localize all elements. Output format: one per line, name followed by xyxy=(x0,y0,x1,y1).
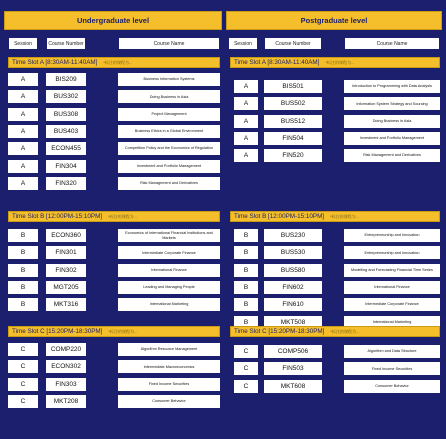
session-cell: A xyxy=(8,108,38,121)
course-name-cell: Information System Strategy and Sourcing xyxy=(344,97,440,110)
session-cell: A xyxy=(8,90,38,103)
course-row xyxy=(226,229,442,242)
course-row xyxy=(4,73,222,86)
course-row xyxy=(226,97,442,110)
course-number-cell: BUS530 xyxy=(264,246,322,259)
course-name-cell: Entrepreneurship and Innovation xyxy=(344,229,440,242)
course-number-header: Course Number xyxy=(46,37,86,50)
course-number-cell: BIS501 xyxy=(264,80,322,93)
course-number-cell: ECON302 xyxy=(46,360,86,373)
course-number-cell: FIN503 xyxy=(264,362,322,375)
course-name-cell: International Finance xyxy=(344,281,440,294)
course-row xyxy=(4,108,222,121)
undergraduate-level-title: Undergraduate level xyxy=(4,11,222,30)
course-row xyxy=(226,281,442,294)
course-row xyxy=(4,90,222,103)
course-row xyxy=(4,264,222,277)
course-number-cell: MKT316 xyxy=(46,298,86,311)
session-cell: B xyxy=(234,246,258,259)
course-row xyxy=(226,246,442,259)
session-cell: C xyxy=(8,395,38,408)
course-number-cell: MKT508 xyxy=(264,316,322,329)
session-cell: A xyxy=(8,160,38,173)
session-cell: C xyxy=(8,343,38,356)
session-cell: B xyxy=(8,229,38,242)
time-slot-label: Time Slot C [15:20PM-18:30PM] xyxy=(234,328,325,335)
course-name-cell: Intermediate Macroeconomics xyxy=(118,360,220,373)
course-row xyxy=(4,160,222,173)
time-slot-note: *标注的课程为... xyxy=(330,328,360,334)
course-name-cell: Risk Management and Derivatives xyxy=(118,177,220,190)
session-header: Session xyxy=(228,37,258,50)
course-row xyxy=(226,149,442,162)
course-name-cell: Business Information Systems xyxy=(118,73,220,86)
course-number-cell: FIN303 xyxy=(46,378,86,391)
session-cell: A xyxy=(234,132,258,145)
course-number-cell: MKT608 xyxy=(264,380,322,393)
course-row xyxy=(4,378,222,391)
course-name-cell: Fixed Income Securities xyxy=(344,362,440,375)
session-cell: C xyxy=(8,378,38,391)
session-cell: A xyxy=(8,142,38,155)
course-row xyxy=(4,246,222,259)
time-slot-label: Time Slot A [8:30AM-11:40AM] xyxy=(12,59,98,66)
course-number-cell: MKT208 xyxy=(46,395,86,408)
course-number-cell: FIN301 xyxy=(46,246,86,259)
course-row xyxy=(226,362,442,375)
time-slot-bar xyxy=(230,57,440,68)
course-name-cell: Modelling and Forecasting Financial Time Series xyxy=(344,264,440,277)
time-slot-note: *标注的课程为... xyxy=(108,213,137,219)
course-number-cell: BUS512 xyxy=(264,115,322,128)
course-row xyxy=(4,281,222,294)
course-row xyxy=(4,360,222,373)
course-number-cell: FIN320 xyxy=(46,177,86,190)
course-name-cell: Doing Business in Asia xyxy=(118,90,220,103)
course-number-cell: FIN504 xyxy=(264,132,322,145)
time-slot-label: Time Slot C [15:20PM-18:30PM] xyxy=(12,328,103,335)
course-name-cell: Entrepreneurship and Innovation xyxy=(344,246,440,259)
course-number-cell: FIN302 xyxy=(46,264,86,277)
course-number-cell: COMP506 xyxy=(264,345,322,358)
course-number-cell: BUS230 xyxy=(264,229,322,242)
course-number-header: Course Number xyxy=(264,37,322,50)
course-name-cell: Economics of International Financial Institutions and Markets xyxy=(118,229,220,242)
course-number-cell: FIN520 xyxy=(264,149,322,162)
session-cell: C xyxy=(234,345,258,358)
time-slot-label: Time Slot B [12:00PM-15:10PM] xyxy=(234,213,325,220)
course-name-cell: Consumer Behavior xyxy=(118,395,220,408)
time-slot-bar xyxy=(230,326,440,337)
time-slot-note: *标注的课程为... xyxy=(330,213,359,219)
session-cell: A xyxy=(234,149,258,162)
course-row xyxy=(4,298,222,311)
course-name-cell: Investment and Portfolio Management xyxy=(344,132,440,145)
course-name-cell: Competition Policy and the Economics of Regulation xyxy=(118,142,220,155)
course-row xyxy=(226,80,442,93)
session-cell: B xyxy=(8,246,38,259)
time-slot-note: *标注的课程为... xyxy=(103,59,133,65)
time-slot-note: *标注的课程为... xyxy=(325,59,355,65)
course-name-cell: International Finance xyxy=(118,264,220,277)
course-number-cell: COMP220 xyxy=(46,343,86,356)
session-cell: B xyxy=(8,264,38,277)
course-number-cell: BUS403 xyxy=(46,125,86,138)
course-name-cell: Investment and Portfolio Management xyxy=(118,160,220,173)
time-slot-label: Time Slot A [8:30AM-11:40AM] xyxy=(234,59,320,66)
course-name-cell: Fixed Income Securities xyxy=(118,378,220,391)
session-cell: B xyxy=(234,316,258,329)
session-cell: B xyxy=(8,298,38,311)
session-cell: B xyxy=(8,281,38,294)
session-cell: B xyxy=(234,298,258,311)
course-name-cell: International Marketing xyxy=(118,298,220,311)
time-slot-note: *标注的课程为... xyxy=(108,328,138,334)
course-number-cell: FIN304 xyxy=(46,160,86,173)
course-name-cell: Project Management xyxy=(118,108,220,121)
course-name-cell: Algorithm Resource Management xyxy=(118,343,220,356)
session-cell: A xyxy=(234,97,258,110)
session-cell: A xyxy=(234,80,258,93)
session-cell: A xyxy=(8,177,38,190)
course-row xyxy=(4,395,222,408)
time-slot-bar xyxy=(8,326,220,337)
course-name-header: Course Name xyxy=(118,37,220,50)
course-row xyxy=(226,380,442,393)
course-row xyxy=(226,345,442,358)
session-cell: B xyxy=(234,281,258,294)
course-number-cell: MGT205 xyxy=(46,281,86,294)
course-row xyxy=(4,142,222,155)
course-name-cell: Business Ethics in a Global Environment xyxy=(118,125,220,138)
course-number-cell: FIN602 xyxy=(264,281,322,294)
course-row xyxy=(226,132,442,145)
course-row xyxy=(226,264,442,277)
course-number-cell: BUS502 xyxy=(264,97,322,110)
time-slot-bar xyxy=(8,211,220,222)
session-cell: C xyxy=(8,360,38,373)
course-row xyxy=(226,115,442,128)
course-number-cell: BUS308 xyxy=(46,108,86,121)
course-name-cell: International Marketing xyxy=(344,316,440,329)
course-name-cell: Consumer Behavior xyxy=(344,380,440,393)
course-number-cell: ECON455 xyxy=(46,142,86,155)
course-name-cell: Intermediate Corporate Finance xyxy=(118,246,220,259)
course-row xyxy=(4,177,222,190)
course-row xyxy=(226,298,442,311)
course-name-cell: Algorithm and Data Structure xyxy=(344,345,440,358)
course-row xyxy=(4,229,222,242)
time-slot-bar xyxy=(8,57,220,68)
course-name-cell: Risk Management and Derivatives xyxy=(344,149,440,162)
course-name-cell: Doing Business in Asia xyxy=(344,115,440,128)
course-number-cell: FIN610 xyxy=(264,298,322,311)
time-slot-label: Time Slot B [12:00PM-15:10PM] xyxy=(12,213,103,220)
course-row xyxy=(4,125,222,138)
session-cell: A xyxy=(8,73,38,86)
course-row xyxy=(4,343,222,356)
course-name-header: Course Name xyxy=(344,37,440,50)
course-name-cell: Leading and Managing People xyxy=(118,281,220,294)
course-name-cell: Intermediate Corporate Finance xyxy=(344,298,440,311)
course-number-cell: ECON360 xyxy=(46,229,86,242)
session-cell: B xyxy=(234,264,258,277)
session-cell: C xyxy=(234,380,258,393)
course-number-cell: BUS580 xyxy=(264,264,322,277)
course-number-cell: BUS302 xyxy=(46,90,86,103)
course-name-cell: Introduction to Programming with Data Analysis xyxy=(344,80,440,93)
session-cell: B xyxy=(234,229,258,242)
session-cell: C xyxy=(234,362,258,375)
postgraduate-level-title: Postgraduate level xyxy=(226,11,442,30)
time-slot-bar xyxy=(230,211,440,222)
course-number-cell: BIS209 xyxy=(46,73,86,86)
session-cell: A xyxy=(234,115,258,128)
session-cell: A xyxy=(8,125,38,138)
session-header: Session xyxy=(8,37,38,50)
